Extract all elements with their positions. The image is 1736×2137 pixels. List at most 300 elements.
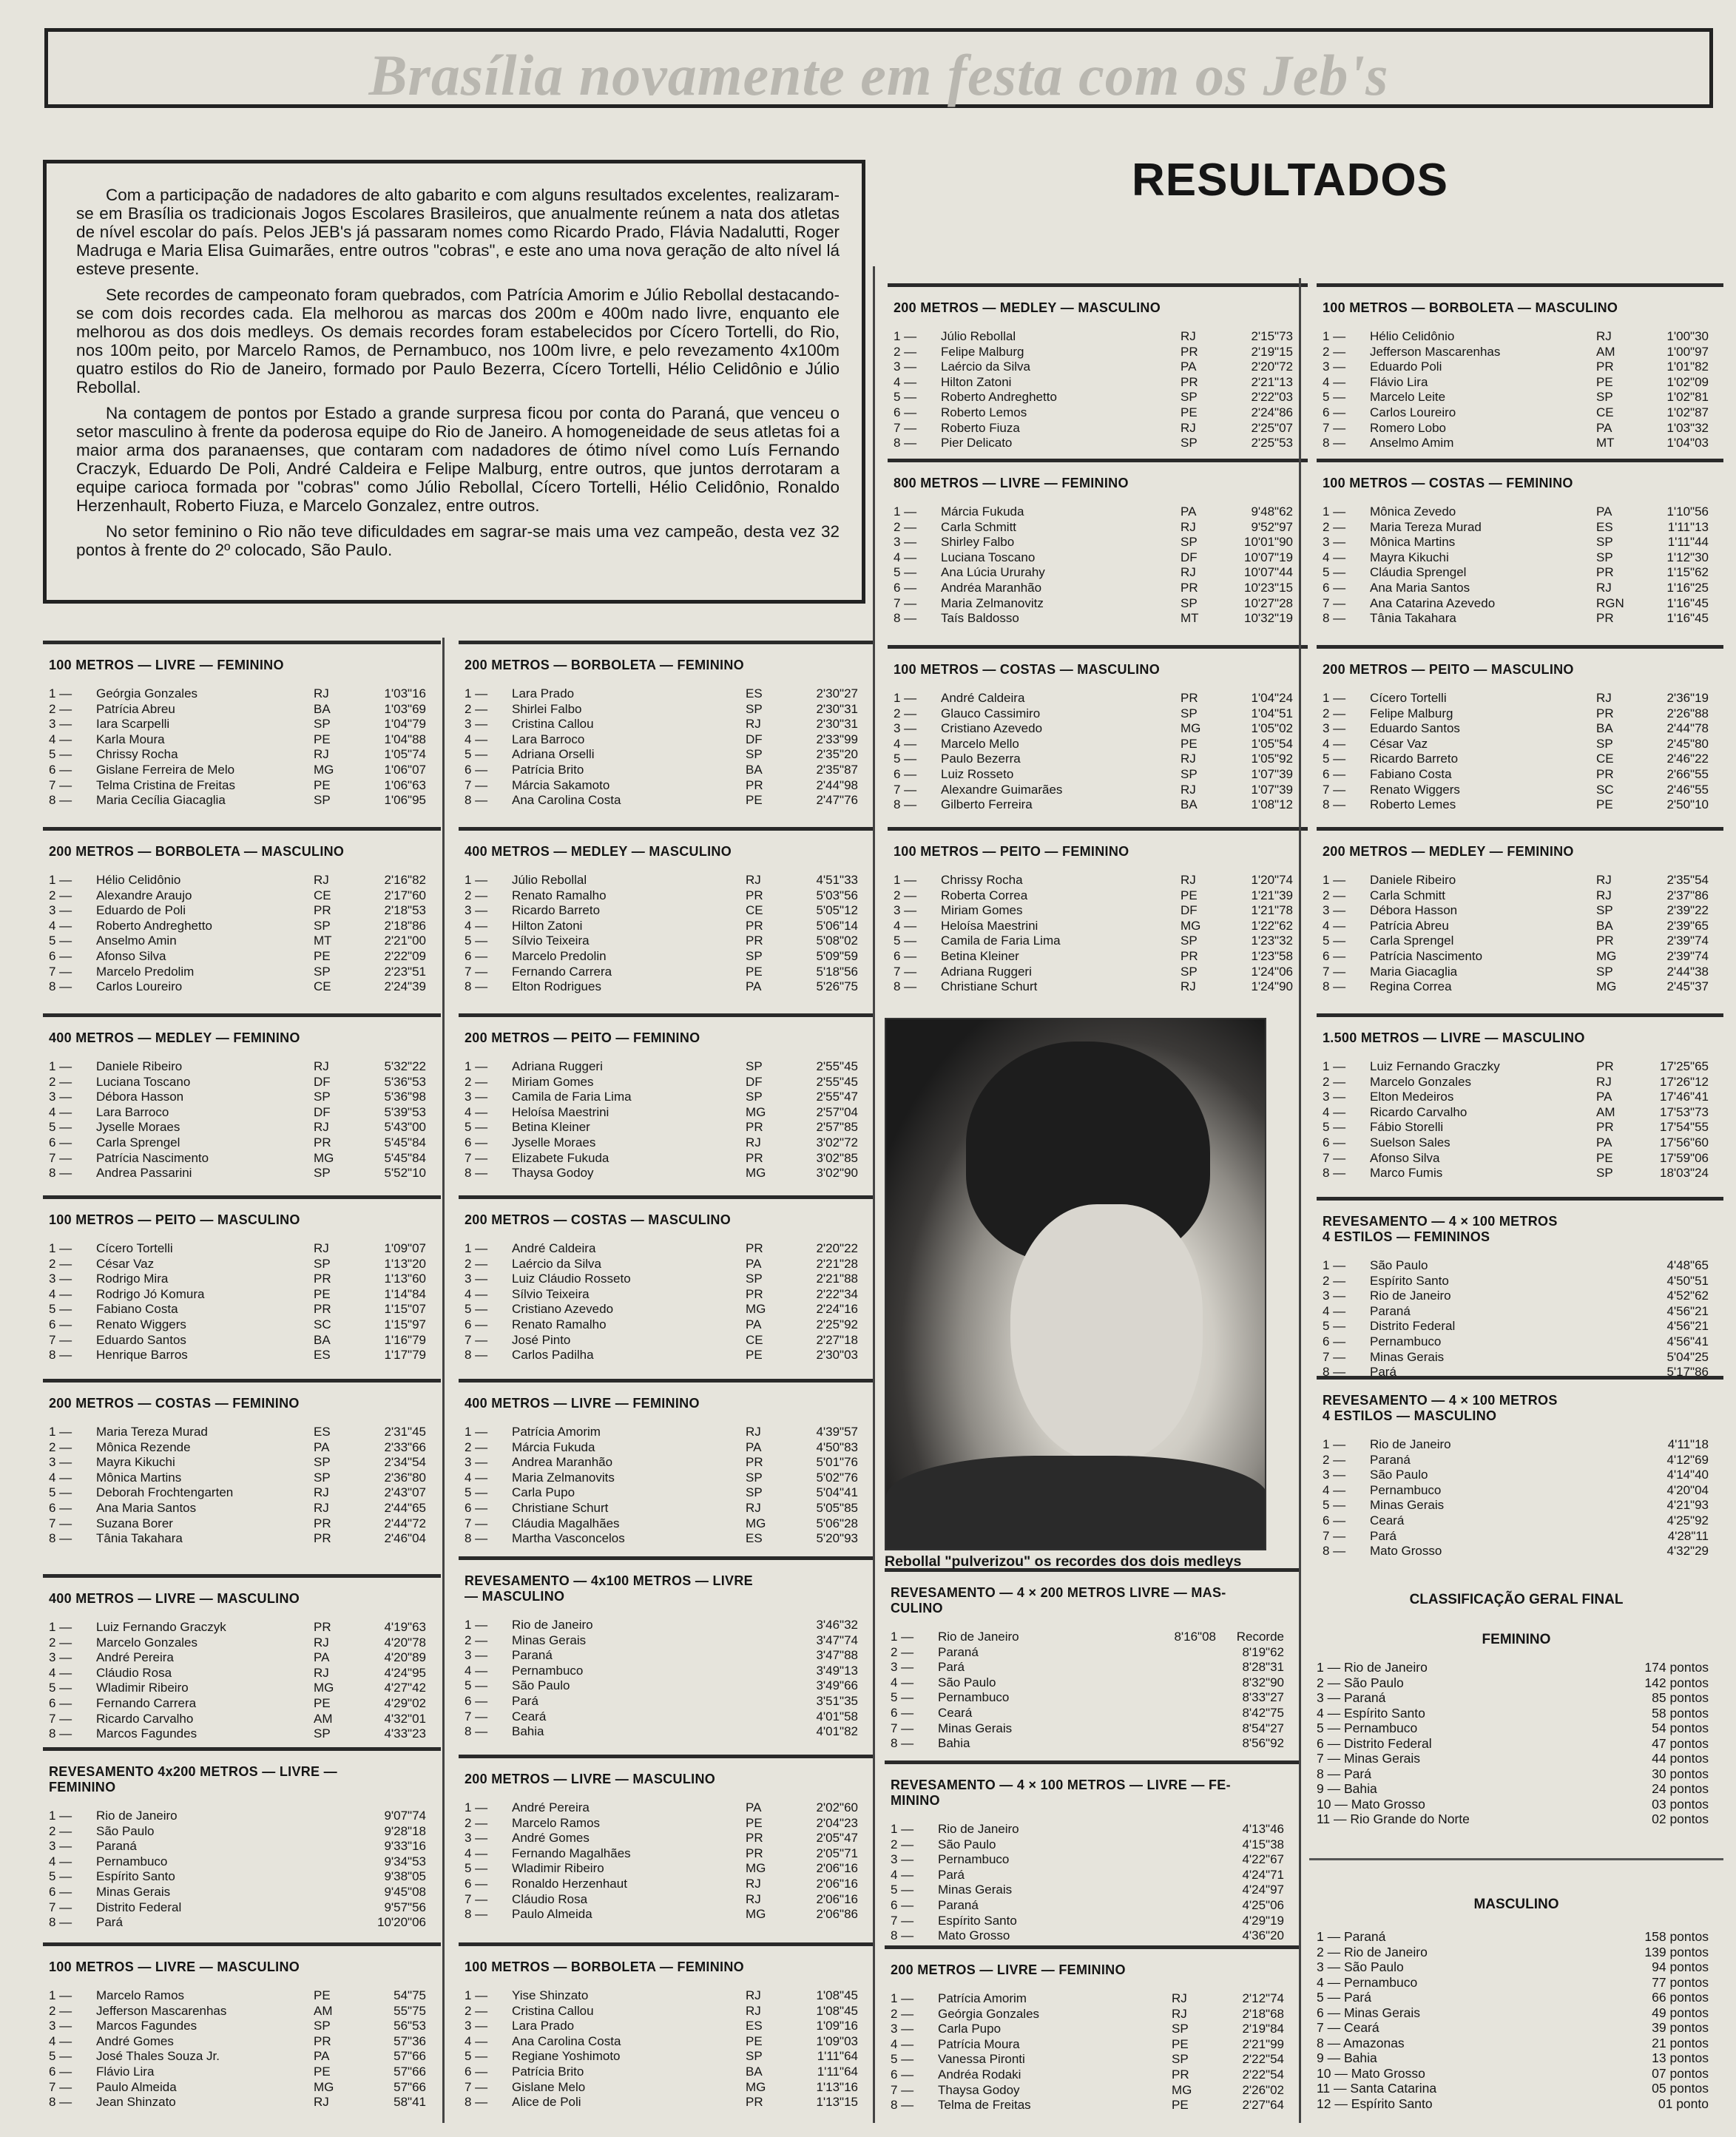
result-position: 4 —	[1323, 1104, 1346, 1119]
result-position: 5 —	[1323, 752, 1346, 766]
result-name: Karla Moura	[96, 732, 165, 746]
result-position: 4 —	[894, 374, 917, 389]
result-row	[891, 1645, 1284, 1661]
event-block	[43, 1942, 441, 2130]
result-name: Roberto Lemos	[941, 405, 1027, 419]
result-row	[465, 949, 858, 965]
result-state: PE	[1181, 888, 1198, 902]
result-state: PE	[746, 1348, 763, 1363]
result-position: 6 —	[894, 580, 917, 595]
result-position: 5 —	[49, 1681, 72, 1695]
result-position: 3 —	[465, 1455, 488, 1470]
result-state: PR	[746, 918, 763, 933]
result-row	[465, 1120, 858, 1135]
result-position: 2 —	[1323, 344, 1346, 359]
result-position: 2 —	[465, 701, 488, 716]
result-row	[891, 1706, 1284, 1721]
result-state: DF	[1181, 550, 1198, 564]
result-position: 1 —	[1323, 1059, 1346, 1073]
result-position: 4 —	[465, 732, 488, 746]
result-position: 8 —	[894, 436, 917, 450]
result-row	[49, 873, 426, 888]
result-position: 3 —	[465, 1272, 488, 1286]
result-name: Alice de Poli	[512, 2095, 581, 2110]
event-title: 200 METROS — COSTAS — MASCULINO	[465, 1212, 732, 1227]
results-heading: RESULTADOS	[1132, 155, 1448, 206]
result-row	[891, 1898, 1284, 1914]
result-position: 1 —	[1323, 873, 1346, 887]
result-row	[465, 2034, 858, 2050]
result-position: 5 —	[1323, 1498, 1346, 1513]
result-position: 4 —	[49, 1286, 72, 1301]
result-position: 6 —	[465, 948, 488, 963]
result-position: 6 —	[465, 762, 488, 777]
result-position: 2 —	[49, 1439, 72, 1454]
result-row	[49, 965, 426, 980]
result-position: 5 —	[49, 1302, 72, 1317]
result-name: Geórgia Gonzales	[938, 2006, 1040, 2021]
result-name: Adriana Orselli	[512, 747, 595, 762]
result-name: Júlio Rebollal	[941, 329, 1016, 343]
result-name: Betina Kleiner	[941, 948, 1019, 963]
result-row	[1323, 565, 1709, 581]
result-row	[1323, 1334, 1709, 1350]
result-state: DF	[746, 1074, 763, 1089]
result-name: Rio de Janeiro	[938, 1630, 1019, 1644]
classification-row	[1317, 2050, 1709, 2066]
result-state: PR	[314, 1516, 331, 1530]
result-name: Lara Prado	[512, 2019, 575, 2033]
classification-row	[1317, 1990, 1709, 2005]
result-position: 4 —	[49, 1104, 72, 1119]
result-state: RJ	[1181, 519, 1196, 534]
result-row	[465, 1531, 858, 1547]
result-time: 4'56"21	[1666, 1319, 1709, 1334]
result-row	[49, 1824, 426, 1840]
event-block	[1317, 283, 1723, 452]
classification-team: 5 — Pernambuco	[1317, 1721, 1418, 1735]
result-row	[49, 1516, 426, 1532]
result-state: PA	[746, 979, 762, 994]
result-position: 7 —	[49, 1332, 72, 1347]
result-name: Daniele Ribeiro	[1370, 873, 1456, 887]
result-state: MG	[746, 1302, 766, 1317]
result-time: 1'24"06	[1251, 964, 1293, 979]
result-time: 9'57"56	[384, 1900, 426, 1914]
result-position: 1 —	[465, 686, 488, 700]
event-block	[459, 1013, 873, 1209]
result-state: SP	[1596, 390, 1613, 405]
result-time: 2'44"98	[816, 777, 858, 792]
result-row	[49, 1696, 426, 1712]
result-state: SP	[746, 1272, 763, 1286]
result-time: 2'45"80	[1666, 736, 1709, 751]
result-row	[49, 686, 426, 702]
result-position: 6 —	[465, 1500, 488, 1515]
result-time: 2'22"54	[1242, 2052, 1284, 2067]
result-row	[49, 763, 426, 778]
result-state: PR	[314, 1531, 331, 1546]
result-time: 1'05"92	[1251, 752, 1293, 766]
event-block	[43, 1379, 441, 1574]
result-state: PE	[746, 2033, 763, 2048]
result-time: 2'47"76	[816, 793, 858, 808]
result-position: 1 —	[1323, 329, 1346, 343]
classification-team: 3 — São Paulo	[1317, 1959, 1404, 1974]
result-name: Maria Tereza Murad	[96, 1425, 208, 1439]
classification-row	[1317, 1975, 1709, 1991]
result-state: AM	[1596, 344, 1615, 359]
result-time: 5'01"76	[816, 1455, 858, 1470]
result-time: 2'22"09	[384, 948, 426, 963]
result-row	[465, 1877, 858, 1892]
result-name: André Pereira	[512, 1800, 590, 1814]
result-name: Ricardo Barreto	[512, 903, 601, 918]
result-time: 17'26"12	[1659, 1074, 1709, 1089]
result-name: Débora Hasson	[1370, 903, 1458, 918]
result-name: Márcia Sakamoto	[512, 777, 610, 792]
classification-points: 139 pontos	[1644, 1944, 1709, 1959]
result-row	[49, 1120, 426, 1135]
result-name: Marcelo Predolin	[512, 948, 607, 963]
result-name: Hélio Celidônio	[96, 873, 181, 887]
result-position: 6 —	[894, 766, 917, 781]
result-name: Elton Rodrigues	[512, 979, 601, 994]
result-position: 6 —	[891, 1705, 914, 1720]
result-time: 17'56"60	[1659, 1135, 1709, 1149]
result-state: BA	[1596, 721, 1613, 736]
result-row	[49, 1257, 426, 1272]
result-time: 3'47"74	[816, 1633, 858, 1647]
result-state: CE	[746, 903, 763, 918]
result-state: CE	[1596, 405, 1614, 419]
result-state: PR	[314, 2033, 331, 2048]
result-state: PR	[1596, 1120, 1614, 1135]
result-time: 10'07"19	[1243, 550, 1293, 564]
result-position: 3 —	[1323, 359, 1346, 374]
result-row	[894, 737, 1293, 752]
event-block	[459, 1942, 873, 2130]
result-time: 4'29"19	[1242, 1913, 1284, 1928]
result-position: 7 —	[891, 1913, 914, 1928]
result-name: Roberta Correa	[941, 888, 1028, 902]
result-row	[465, 1455, 858, 1471]
result-name: Ana Lúcia Ururahy	[941, 565, 1045, 580]
result-state: DF	[314, 1104, 331, 1119]
result-time: 1'05"02	[1251, 721, 1293, 736]
result-name: Wladimir Ribeiro	[512, 1861, 604, 1876]
result-row	[465, 1633, 858, 1649]
result-time: 4'12"69	[1666, 1452, 1709, 1467]
result-state: SP	[314, 1256, 331, 1271]
result-time: 2'19"84	[1242, 2022, 1284, 2036]
classification-points: 77 pontos	[1652, 1974, 1709, 1990]
result-state: PR	[746, 1120, 763, 1135]
photo-face	[1010, 1204, 1203, 1463]
event-block	[43, 1747, 441, 1941]
result-state	[1172, 1837, 1216, 1853]
result-row	[891, 1660, 1284, 1675]
result-position: 8 —	[49, 1166, 72, 1181]
result-state: MG	[746, 1861, 766, 1876]
result-position: 7 —	[465, 1516, 488, 1530]
result-name: Paraná	[938, 1644, 979, 1659]
result-name: Márcia Fukuda	[512, 1439, 595, 1454]
result-position: 7 —	[465, 2079, 488, 2094]
result-name: Carlos Loureiro	[96, 979, 183, 994]
intro-article	[43, 160, 865, 604]
result-name: Camila de Faria Lima	[512, 1090, 632, 1104]
result-position: 8 —	[465, 1907, 488, 1922]
result-time: 3'51"35	[816, 1693, 858, 1708]
result-name: Lara Prado	[512, 686, 575, 700]
result-position: 7 —	[1323, 595, 1346, 610]
result-time: 1'16"45	[1666, 611, 1709, 626]
result-state: SP	[1596, 964, 1613, 979]
result-row	[465, 1831, 858, 1846]
result-state: MG	[314, 762, 334, 777]
result-state: SP	[314, 1455, 331, 1470]
result-position: 1 —	[465, 1059, 488, 1073]
result-name: Paraná	[1370, 1303, 1411, 1318]
result-name: Patrícia Nascimento	[96, 1150, 209, 1165]
result-name: César Vaz	[1370, 736, 1428, 751]
result-time: 2'43"07	[384, 1485, 426, 1500]
result-state: RJ	[746, 1876, 761, 1891]
result-position: 6 —	[1323, 1135, 1346, 1149]
result-state	[1596, 1319, 1641, 1334]
result-position: 2 —	[894, 888, 917, 902]
result-position: 6 —	[1323, 1334, 1346, 1348]
result-time: 9'33"16	[384, 1839, 426, 1854]
result-time: 4'32"29	[1666, 1544, 1709, 1559]
result-time: 10'01"90	[1243, 535, 1293, 550]
result-row	[49, 2049, 426, 2065]
result-name: Minas Gerais	[512, 1633, 587, 1647]
result-name: Pará	[96, 1915, 123, 1930]
result-name: Iara Scarpelli	[96, 717, 170, 732]
result-state: SP	[314, 918, 331, 933]
result-name: Maria Zelmanovitz	[941, 595, 1044, 610]
result-name: Maria Zelmanovits	[512, 1470, 615, 1485]
result-position: 2 —	[465, 1439, 488, 1454]
result-row	[465, 1892, 858, 1908]
result-time: 1'04"03	[1666, 436, 1709, 450]
result-name: Adriana Ruggeri	[941, 964, 1032, 979]
result-time: 1'24"90	[1251, 979, 1293, 994]
result-time: 17'59"06	[1659, 1150, 1709, 1165]
result-state: PR	[746, 934, 763, 948]
result-name: São Paulo	[1370, 1258, 1428, 1272]
result-time: 1'03"16	[384, 686, 426, 700]
result-time: 17'54"55	[1659, 1120, 1709, 1135]
result-time: 1'10"56	[1666, 504, 1709, 519]
result-name: Andrea Maranhão	[512, 1455, 613, 1470]
result-state: AM	[314, 2003, 333, 2018]
result-state: PE	[314, 1286, 331, 1301]
result-position: 8 —	[465, 2095, 488, 2110]
result-position: 3 —	[49, 717, 72, 732]
result-time: 2'25"53	[1251, 436, 1293, 450]
result-position: 2 —	[49, 1823, 72, 1838]
result-state	[1172, 1736, 1216, 1752]
result-position: 8 —	[49, 1915, 72, 1930]
result-state: SP	[314, 1090, 331, 1104]
result-position: 5 —	[49, 747, 72, 762]
result-state: RJ	[314, 1635, 329, 1650]
result-state: MG	[746, 1907, 766, 1922]
result-time: 2'27"64	[1242, 2098, 1284, 2113]
result-state: PE	[1596, 1150, 1613, 1165]
result-state: PE	[314, 1988, 331, 2002]
result-time: 4'50"83	[816, 1439, 858, 1454]
result-state: PE	[746, 1815, 763, 1830]
result-time: 1'15"97	[384, 1317, 426, 1331]
result-position: 8 —	[891, 1736, 914, 1751]
result-position: 7 —	[1323, 782, 1346, 797]
result-row	[1323, 752, 1709, 767]
result-row	[891, 1852, 1284, 1868]
result-time: 9'38"05	[384, 1869, 426, 1884]
result-row	[465, 1471, 858, 1486]
result-row	[1323, 1120, 1709, 1135]
event-title: 100 METROS — COSTAS — FEMININO	[1323, 476, 1573, 490]
result-state: RJ	[314, 1059, 329, 1073]
result-state: MG	[746, 1104, 766, 1119]
result-name: Tânia Takahara	[1370, 611, 1456, 626]
result-position: 5 —	[1323, 1319, 1346, 1334]
result-row	[894, 565, 1293, 581]
result-row	[465, 934, 858, 949]
result-name: Ceará	[938, 1705, 973, 1720]
result-time: 2'66"55	[1666, 766, 1709, 781]
result-name: César Vaz	[96, 1256, 155, 1271]
result-time: 1'08"12	[1251, 797, 1293, 812]
result-state	[1596, 1304, 1641, 1320]
result-state: BA	[746, 762, 763, 777]
result-time: 2'22"03	[1251, 390, 1293, 405]
result-state: CE	[1596, 752, 1614, 766]
classification-team: 2 — Rio de Janeiro	[1317, 1944, 1428, 1959]
result-name: Laércio da Silva	[941, 359, 1030, 374]
result-position: 1 —	[465, 1425, 488, 1439]
result-time: 5'43"00	[384, 1120, 426, 1135]
result-name: Cristiano Azevedo	[941, 721, 1043, 736]
result-row	[1323, 550, 1709, 566]
result-time: 4'50"51	[1666, 1273, 1709, 1288]
event-block	[459, 641, 873, 820]
result-position: 4 —	[465, 1104, 488, 1119]
result-row	[465, 873, 858, 888]
classification-points: 21 pontos	[1652, 2035, 1709, 2050]
result-row	[49, 1348, 426, 1363]
result-state: PA	[314, 2049, 330, 2064]
result-name: Carla Pupo	[938, 2022, 1002, 2036]
classification-points: 49 pontos	[1652, 2005, 1709, 2020]
result-time: 4'25"06	[1242, 1897, 1284, 1912]
result-row	[891, 1675, 1284, 1691]
result-position: 1 —	[1323, 1258, 1346, 1272]
result-time: 2'30"31	[816, 717, 858, 732]
result-position: 7 —	[49, 777, 72, 792]
result-state: DF	[1181, 903, 1198, 918]
result-time: 4'24"95	[384, 1665, 426, 1680]
result-row	[1323, 706, 1709, 722]
result-position: 2 —	[891, 2006, 914, 2021]
result-time: 8'54"27	[1242, 1721, 1284, 1735]
classification-team: 10 — Mato Grosso	[1317, 2065, 1425, 2081]
result-position: 3 —	[1323, 903, 1346, 918]
result-state: BA	[746, 2064, 763, 2079]
result-time: 2'36"19	[1666, 691, 1709, 705]
result-name: Eduardo Santos	[96, 1332, 186, 1347]
result-row	[1323, 888, 1709, 904]
result-position: 8 —	[1323, 979, 1346, 994]
event-block	[888, 645, 1308, 820]
result-row	[891, 1690, 1284, 1706]
result-state: BA	[1596, 918, 1613, 933]
result-name: Marcelo Mello	[941, 736, 1019, 751]
result-name: Jyselle Moraes	[96, 1120, 180, 1135]
result-state	[314, 1915, 358, 1931]
result-row	[49, 979, 426, 995]
result-name: Deborah Frochtengarten	[96, 1485, 234, 1500]
result-time: 4'36"20	[1242, 1928, 1284, 1943]
result-state: MT	[1596, 436, 1615, 450]
result-state	[746, 1648, 790, 1664]
result-time: 3'02"85	[816, 1150, 858, 1165]
result-name: Rio de Janeiro	[1370, 1289, 1451, 1303]
result-name: Marcelo Ramos	[512, 1815, 601, 1830]
result-name: Rio de Janeiro	[96, 1809, 178, 1823]
result-row	[891, 2067, 1284, 2083]
result-state: PA	[1181, 504, 1197, 519]
result-state: PR	[746, 1241, 763, 1255]
result-time: 10'07"44	[1243, 565, 1293, 580]
result-time: 2'33"99	[816, 732, 858, 746]
result-state: RJ	[1181, 420, 1196, 435]
result-position: 4 —	[891, 1867, 914, 1882]
result-time: 1'21"78	[1251, 903, 1293, 918]
result-position: 7 —	[465, 1150, 488, 1165]
result-state: RJ	[746, 1988, 761, 2002]
result-row	[894, 504, 1293, 520]
result-position: 3 —	[465, 1648, 488, 1663]
result-time: 4'24"71	[1242, 1867, 1284, 1882]
result-row	[891, 2098, 1284, 2113]
result-position: 8 —	[1323, 1544, 1346, 1559]
classification-points: 24 pontos	[1652, 1781, 1709, 1796]
result-name: Marcelo Leite	[1370, 390, 1446, 405]
classification-points: 142 pontos	[1644, 1675, 1709, 1690]
result-position: 1 —	[894, 504, 917, 519]
result-time: 2'18"68	[1242, 2006, 1284, 2021]
classification-row	[1317, 1736, 1709, 1752]
result-time: 10'20"06	[376, 1915, 426, 1930]
result-time: 1'07"39	[1251, 766, 1293, 781]
result-state: SP	[746, 1059, 763, 1073]
result-position: 6 —	[465, 1135, 488, 1149]
result-state	[1596, 1453, 1641, 1468]
result-name: Andréa Maranhão	[941, 580, 1042, 595]
result-state: BA	[314, 1332, 331, 1347]
result-time: 9'28"18	[384, 1823, 426, 1838]
result-name: Mônica Zevedo	[1370, 504, 1456, 519]
result-state: MG	[1596, 948, 1617, 963]
classification-team: 8 — Amazonas	[1317, 2035, 1405, 2050]
result-state	[1172, 1721, 1216, 1737]
result-row	[894, 421, 1293, 436]
